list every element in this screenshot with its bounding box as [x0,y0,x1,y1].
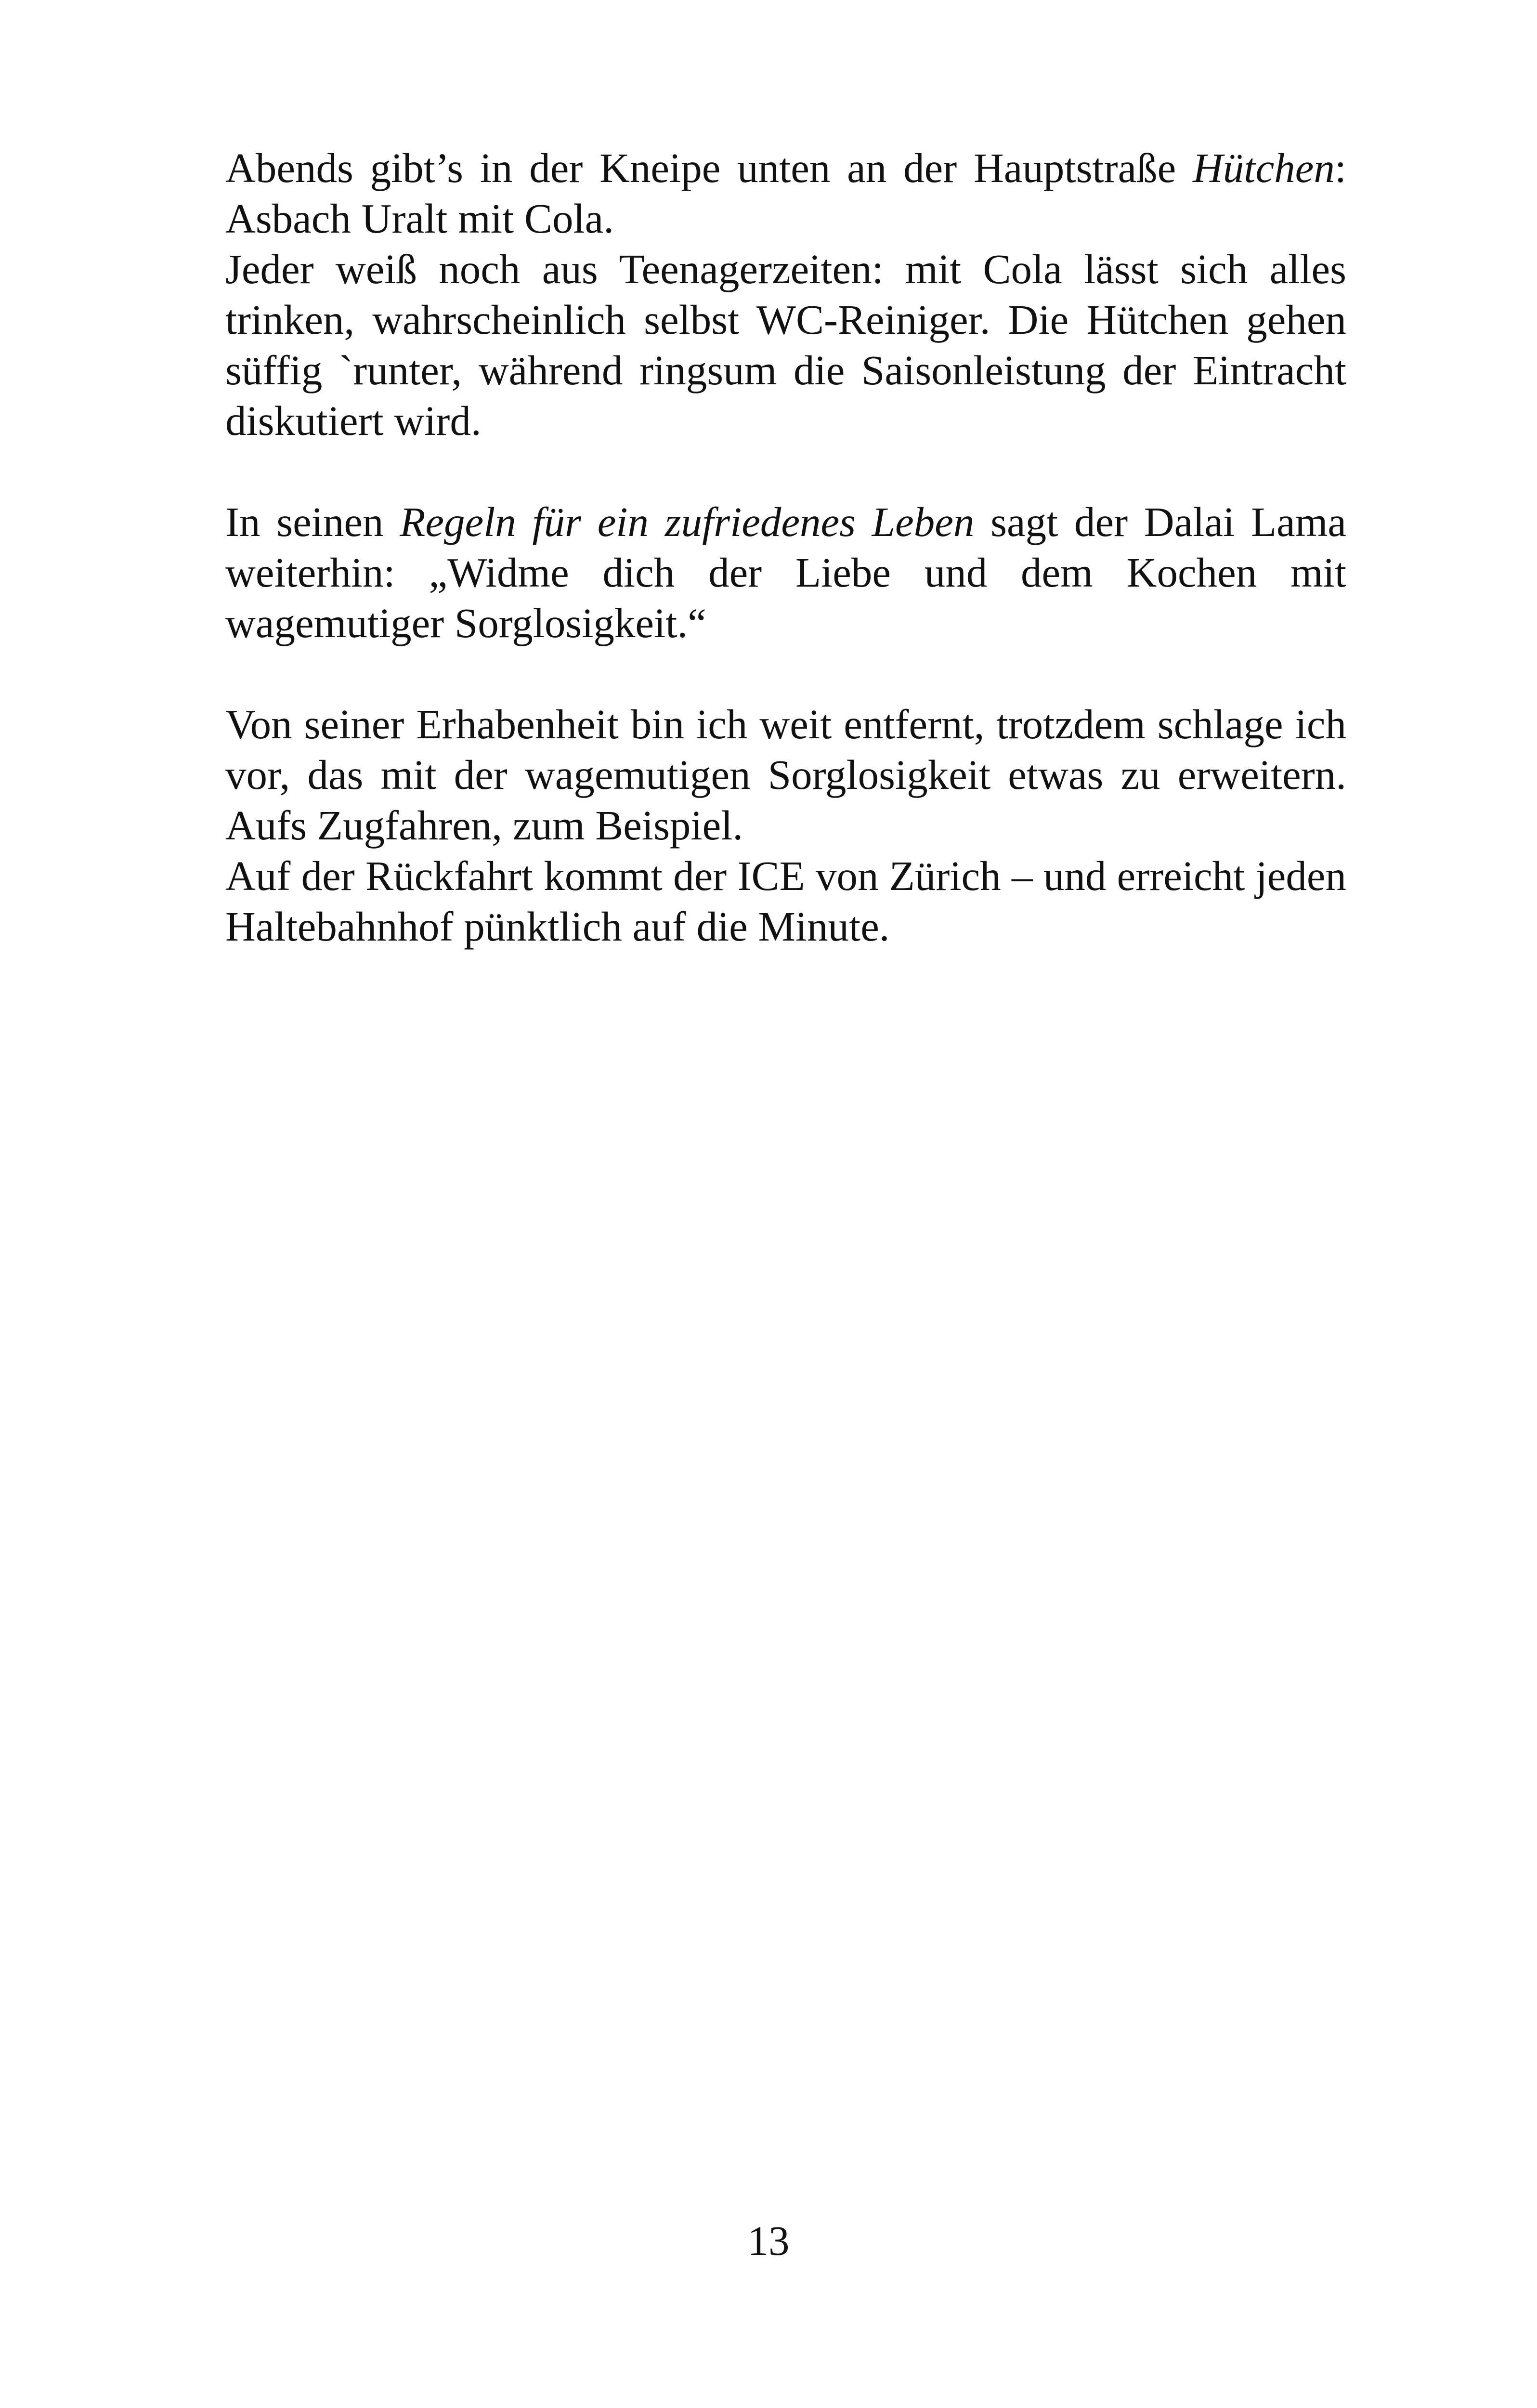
paragraph-cola: Jeder weiß noch aus Teenagerzeiten: mit Cola lässt sich alles trinken, wahrscheinlich selbst WC-Reiniger. Die Hütchen gehen süffig `runter, während ringsum die Saisonleistung der Eintracht diskutiert wird. [225,246,1346,444]
paragraph-kneipe [225,143,1346,244]
paragraph-dalai-lama-before: In seinen [225,498,400,545]
paragraph-dalai-lama [225,497,1346,648]
book-title: Regeln für ein zufriedenes Leben [400,498,975,545]
paragraph-rueckfahrt: Auf der Rückfahrt kommt der ICE von Zürich – und erreicht jeden Haltebahnhof pünktlich auf die Minute. [225,852,1346,950]
paragraph-kneipe-before: Abends gibt’s in der Kneipe unten an der Hauptstraße [225,144,1193,191]
paragraph-erhabenheit: Von seiner Erhabenheit bin ich weit entfernt, trotzdem schlage ich vor, das mit der wagemutigen Sorglosigkeit etwas zu erweitern. Aufs Zugfahren, zum Beispiel. [225,701,1346,849]
paragraph-spacer [225,446,1346,497]
paragraph-dalai-lama-after: sagt der Dalai Lama weiterhin: „Widme dich der Liebe und dem Kochen mit wagemutiger Sorglosigkeit.“ [225,498,1346,646]
paragraph-spacer [225,648,1346,699]
term-huetchen: Hütchen [1193,144,1335,191]
paragraph-kneipe-after: : Asbach Uralt mit Cola. [225,144,1346,242]
page-body [225,143,1346,952]
page-number: 13 [747,2217,790,2264]
